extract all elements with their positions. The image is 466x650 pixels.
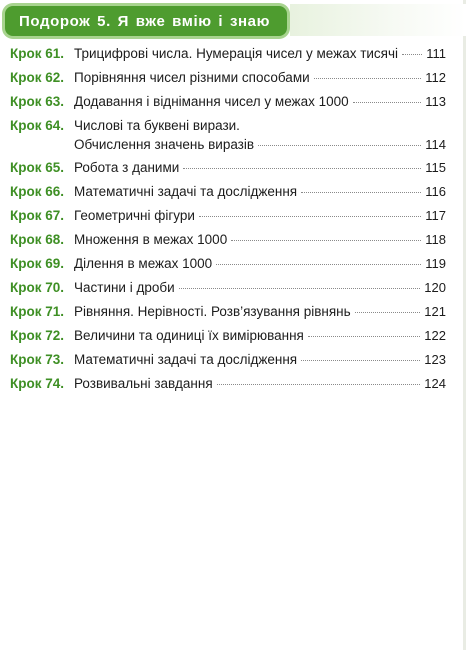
toc-entry[interactable] — [0, 278, 462, 302]
toc-page-number: 113 — [425, 94, 446, 109]
toc-title-block — [74, 208, 446, 227]
toc-title-line — [74, 160, 446, 179]
toc-title: Робота з даними — [74, 160, 180, 175]
dot-leader — [314, 78, 422, 79]
toc-title-block — [74, 328, 446, 347]
toc-title-line — [74, 137, 446, 156]
toc-title-line — [74, 208, 446, 227]
toc-title: Рівняння. Нерівності. Розв’язування рівнянь — [74, 304, 351, 319]
toc-title: Додавання і віднімання чисел у межах 1000 — [74, 94, 349, 109]
header-background-fade — [290, 4, 466, 36]
dot-leader — [179, 288, 421, 289]
dot-leader — [258, 145, 421, 146]
toc-title-block — [74, 184, 446, 203]
toc-step-label: Крок 74. — [10, 376, 65, 391]
toc-title: Числові та буквені вирази. — [74, 118, 240, 133]
dot-leader — [301, 360, 420, 361]
toc-step-label: Крок 64. — [10, 118, 65, 133]
toc-title: Розвивальні завдання — [74, 376, 213, 391]
toc-title: Порівняння чисел різними способами — [74, 70, 310, 85]
toc-step-label: Крок 68. — [10, 232, 65, 247]
toc-title-line — [74, 46, 446, 65]
toc-title-line — [74, 232, 446, 251]
toc-title-block — [74, 352, 446, 371]
toc-step-label: Крок 63. — [10, 94, 65, 109]
toc-step-label: Крок 65. — [10, 160, 65, 175]
toc-entry[interactable] — [0, 116, 462, 158]
toc-title-line — [74, 118, 446, 137]
toc-title-line — [74, 304, 446, 323]
dot-leader — [183, 168, 421, 169]
toc-title: Величини та одиниці їх вимірювання — [74, 328, 304, 343]
toc-title-line — [74, 280, 446, 299]
dot-leader — [308, 336, 420, 337]
toc-page-number: 115 — [425, 160, 446, 175]
toc-title: Частини і дроби — [74, 280, 175, 295]
toc-page-number: 116 — [425, 184, 446, 199]
toc-title-line — [74, 352, 446, 371]
toc-title-line — [74, 328, 446, 347]
toc-entry[interactable] — [0, 230, 462, 254]
toc-page-number: 121 — [424, 304, 446, 319]
toc-step-label: Крок 61. — [10, 46, 65, 61]
toc-step-label: Крок 66. — [10, 184, 65, 199]
toc-title-line — [74, 70, 446, 89]
toc-entry[interactable] — [0, 158, 462, 182]
section-header — [5, 6, 287, 36]
toc-step-label: Крок 73. — [10, 352, 65, 367]
dot-leader — [402, 54, 422, 55]
toc-title-line — [74, 94, 446, 113]
toc-title-block — [74, 118, 446, 156]
toc-title: Математичні задачі та дослідження — [74, 352, 298, 367]
dot-leader — [217, 384, 421, 385]
dot-leader — [216, 264, 421, 265]
table-of-contents — [0, 44, 462, 398]
toc-step-label: Крок 62. — [10, 70, 65, 85]
toc-title: Ділення в межах 1000 — [74, 256, 213, 271]
toc-page-number: 122 — [424, 328, 446, 343]
toc-page-number: 111 — [426, 46, 446, 61]
toc-entry[interactable] — [0, 206, 462, 230]
toc-title: Трицифрові числа. Нумерація чисел у межах тисячі — [74, 46, 399, 61]
toc-entry[interactable] — [0, 374, 462, 398]
toc-step-label: Крок 71. — [10, 304, 65, 319]
toc-page-number: 112 — [425, 70, 446, 85]
toc-title-block — [74, 304, 446, 323]
toc-entry[interactable] — [0, 326, 462, 350]
toc-page-number: 124 — [424, 376, 446, 391]
toc-page-number: 119 — [425, 256, 446, 271]
toc-entry[interactable] — [0, 350, 462, 374]
dot-leader — [355, 312, 421, 313]
toc-title-line — [74, 184, 446, 203]
toc-title-block — [74, 280, 446, 299]
toc-title-block — [74, 376, 446, 395]
dot-leader — [231, 240, 421, 241]
toc-entry[interactable] — [0, 92, 462, 116]
toc-step-label: Крок 69. — [10, 256, 65, 271]
toc-page-number: 118 — [425, 232, 446, 247]
toc-entry[interactable] — [0, 182, 462, 206]
toc-title: Множення в межах 1000 — [74, 232, 228, 247]
toc-page-number: 120 — [424, 280, 446, 295]
toc-entry[interactable] — [0, 254, 462, 278]
toc-title: Обчислення значень виразів — [74, 137, 255, 152]
toc-page-number: 123 — [424, 352, 446, 367]
toc-entry[interactable] — [0, 44, 462, 68]
dot-leader — [353, 102, 422, 103]
toc-step-label: Крок 72. — [10, 328, 65, 343]
toc-title-block — [74, 160, 446, 179]
toc-title: Математичні задачі та дослідження — [74, 184, 298, 199]
toc-page-number: 117 — [425, 208, 446, 223]
toc-entry[interactable] — [0, 68, 462, 92]
toc-title-block — [74, 46, 446, 65]
toc-title-block — [74, 70, 446, 89]
toc-entry[interactable] — [0, 302, 462, 326]
dot-leader — [199, 216, 421, 217]
section-title: Подорож 5. Я вже вмію і знаю — [19, 12, 271, 30]
toc-title-block — [74, 232, 446, 251]
toc-step-label: Крок 70. — [10, 280, 65, 295]
toc-title: Геометричні фігури — [74, 208, 195, 223]
toc-title-line — [74, 256, 446, 275]
toc-title-block — [74, 256, 446, 275]
dot-leader — [301, 192, 421, 193]
toc-title-block — [74, 94, 446, 113]
toc-step-label: Крок 67. — [10, 208, 65, 223]
toc-page-number: 114 — [425, 137, 446, 152]
toc-title-line — [74, 376, 446, 395]
